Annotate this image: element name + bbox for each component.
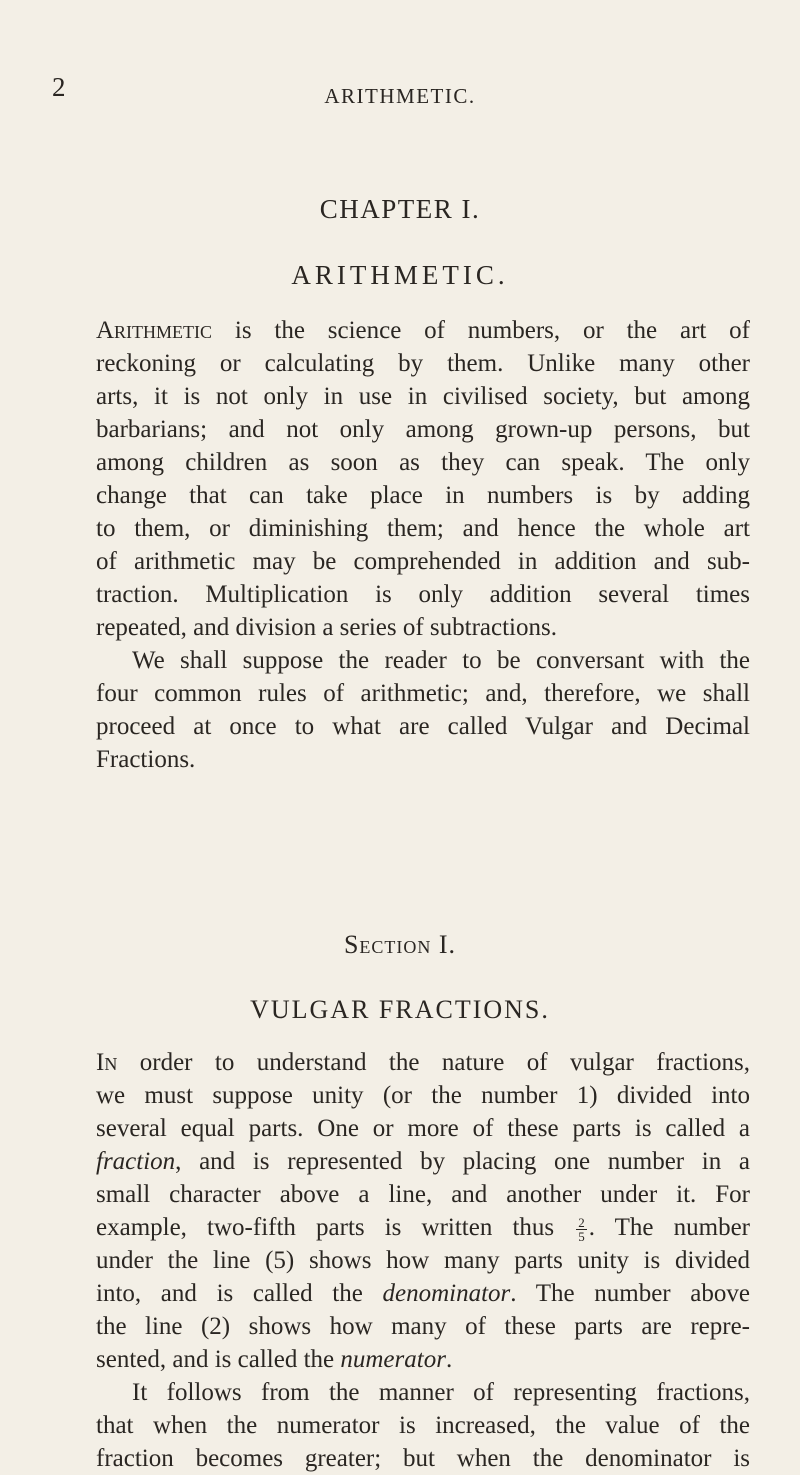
term-denominator: denominator (382, 1280, 511, 1307)
fraction-denominator: 5 (578, 1228, 585, 1244)
chapter-title: CHAPTER I. (319, 194, 481, 224)
body-line: example, two-fifth parts is written thus $\frac{2}{5}$ . The number (96, 1214, 750, 1244)
intro-line: reckoning or calculating by them. Unlike many other (96, 350, 750, 377)
chapter-subtitle: ARITHMETIC. (291, 260, 509, 290)
body-line: that when the numerator is increased, the value of the (96, 1412, 750, 1439)
body-line: In order to understand the nature of vulgar fractions, (96, 1049, 750, 1076)
body-line: fraction becomes greater; but when the denominator is (96, 1445, 750, 1472)
running-head: ARITHMETIC. (324, 84, 476, 108)
term-fraction: fraction (96, 1148, 176, 1175)
intro-line: traction. Multiplication is only addition several times (96, 581, 750, 608)
intro-line: We shall suppose the reader to be conversant with the (132, 647, 750, 674)
intro-line: Arithmetic is the science of numbers, or the art of (96, 317, 750, 344)
fraction-numerator: 2 (578, 1214, 585, 1230)
body-line: small character above a line, and another under it. For (96, 1181, 750, 1208)
body-line: the line (2) shows how many of these parts are repre- (96, 1313, 750, 1340)
fraction-two-fifths (576, 1216, 587, 1243)
intro-line: repeated, and division a series of subtractions. (96, 614, 557, 641)
intro-line: change that can take place in numbers is by adding (96, 482, 750, 509)
body-line: sented, and is called the numerator. (96, 1346, 453, 1373)
body-line: fraction, and is represented by placing one number in a (96, 1148, 750, 1175)
intro-line: to them, or diminishing them; and hence the whole art (96, 515, 750, 542)
intro-line: arts, it is not only in use in civilised society, but among (96, 383, 750, 410)
body-line: we must suppose unity (or the number 1) divided into (96, 1082, 750, 1109)
intro-line: of arithmetic may be comprehended in addition and sub- (96, 548, 750, 575)
section-subtitle: VULGAR FRACTIONS. (250, 995, 550, 1024)
intro-line: four common rules of arithmetic; and, therefore, we shall (96, 680, 750, 707)
drop-word: In (96, 1049, 118, 1076)
intro-line: barbarians; and not only among grown-up persons, but (96, 416, 750, 443)
body-text (96, 1046, 750, 1475)
intro-text (96, 314, 750, 776)
term-numerator: numerator (340, 1346, 446, 1373)
drop-word: Arithmetic (96, 317, 213, 344)
page-number: 2 (52, 72, 66, 102)
section-title: Section I. (343, 930, 457, 959)
body-line: several equal parts. One or more of these parts is called a (96, 1115, 750, 1142)
intro-line: Fractions. (96, 746, 196, 773)
intro-line: proceed at once to what are called Vulgar and Decimal (96, 713, 750, 740)
body-line: into, and is called the denominator. The number above (96, 1280, 750, 1307)
intro-line: among children as soon as they can speak. The only (96, 449, 750, 476)
body-line: under the line (5) shows how many parts unity is divided (96, 1247, 750, 1274)
body-line: It follows from the manner of representing fractions, (132, 1379, 750, 1406)
